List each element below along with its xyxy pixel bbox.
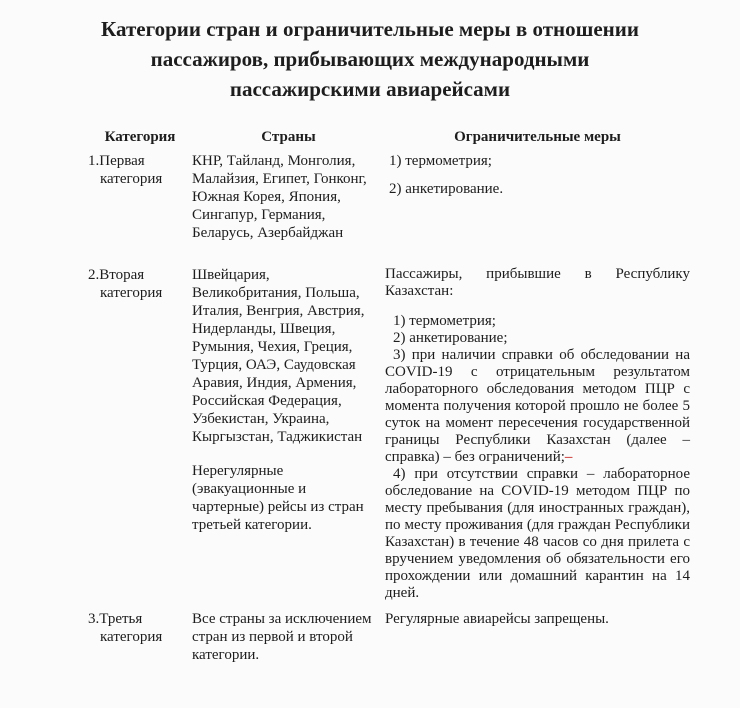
measure-item: 1) термометрия;: [393, 313, 496, 329]
measure-item: 2) анкетирование;: [393, 330, 508, 346]
column-header-category: Категория: [104, 129, 176, 145]
page-title-line: пассажирскими авиарейсами: [229, 77, 511, 101]
category-cell: 3.Третья категория: [88, 611, 163, 645]
page-title: [70, 14, 670, 104]
column-header-countries: Страны: [261, 129, 316, 145]
measures-intro: Пассажиры, прибывшие в Республику Казахстан:: [385, 266, 690, 299]
measure-item: Регулярные авиарейсы запрещены.: [385, 611, 609, 627]
countries-cell: [192, 610, 385, 664]
table-header-row: [88, 128, 690, 146]
measure-item: 4) при отсутствии справки – лабораторное обследование на COVID-19 методом ПЦР по месту пребывания (для иностранных граждан), по месту проживания (для граждан Республики Казахстан) в течение 48 часов со дня прилета с вручением уведомления об обязательности его прохождении или домашний карантин на 14 дней.: [385, 466, 690, 601]
category-cell: 2.Вторая категория: [88, 267, 163, 301]
measure-item: 1) термометрия;: [389, 153, 492, 169]
countries-note: Нерегулярные (эвакуационные и чартерные) рейсы из стран третьей категории.: [192, 463, 364, 533]
measure-item: [385, 347, 690, 466]
table-row-first-category: [88, 152, 690, 242]
countries-text: Все страны за исключением стран из первой и второй категории.: [192, 611, 372, 663]
category-cell: 1.Первая категория: [88, 153, 163, 187]
countries-text: Швейцария, Великобритания, Польша, Италия, Венгрия, Австрия, Нидерланды, Швеция, Румыния, Чехия, Греция, Турция, ОАЭ, Саудовская Аравия, Индия, Армения, Российская Федерация, Узбекистан, Украина, Кыргызстан, Таджикистан: [192, 267, 365, 445]
table-row-second-category: [88, 266, 690, 602]
measures-cell: [385, 610, 690, 664]
page-title-line: Категории стран и ограничительные меры в отношении: [101, 17, 639, 41]
countries-cell: [192, 266, 385, 602]
countries-cell: [192, 152, 385, 242]
measures-cell: [385, 266, 690, 602]
categories-table: [0, 128, 740, 664]
measures-cell: [385, 152, 690, 242]
countries-text: КНР, Тайланд, Монголия, Малайзия, Египет, Гонконг, Южная Корея, Япония, Сингапур, Германия, Беларусь, Азербайджан: [192, 153, 367, 241]
measure-item: 2) анкетирование.: [389, 181, 504, 197]
table-row-third-category: [88, 610, 690, 664]
page-title-line: пассажиров, прибывающих международными: [150, 47, 590, 71]
revision-mark: –: [564, 449, 573, 465]
column-header-measures: Ограничительные меры: [454, 129, 621, 145]
measure-item-text: 3) при наличии справки об обследовании на COVID-19 с отрицательным результатом лабораторного обследования методом ПЦР с момента получения которой прошло не более 5 суток на момент пересечения государственной границы Республики Казахстан (далее – справка) – без ограничений;: [385, 347, 690, 465]
